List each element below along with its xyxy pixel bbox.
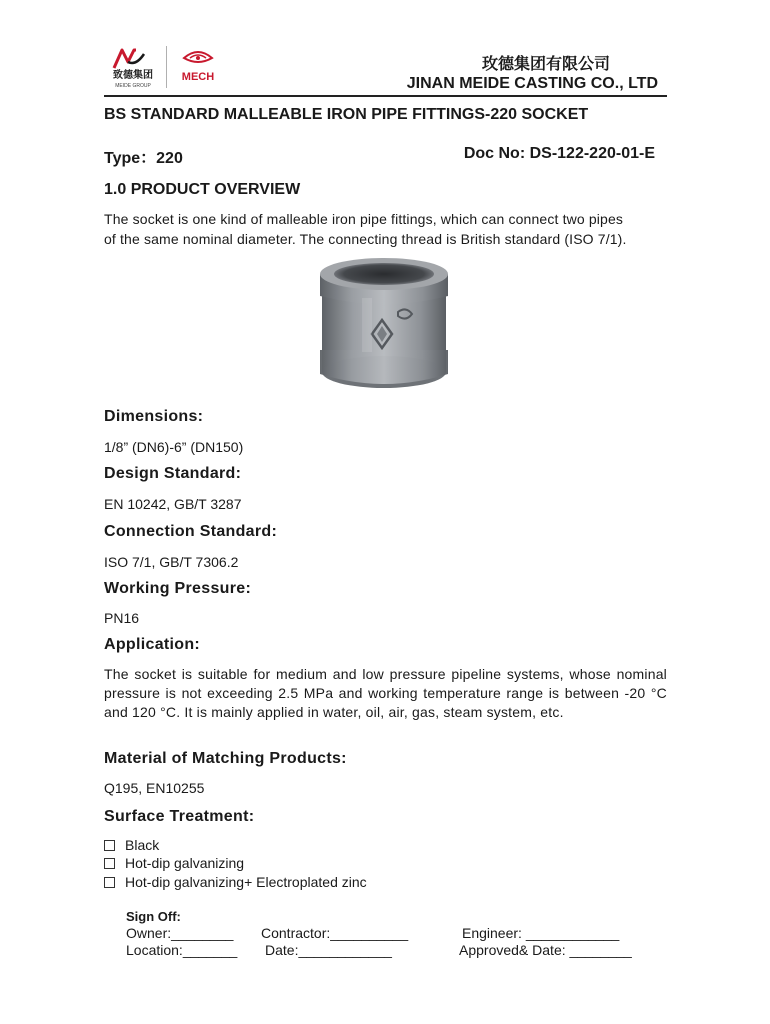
surface-option-hot-dip-zinc[interactable] [104, 874, 367, 890]
mech-logo [172, 44, 224, 90]
company-name-chinese: 玫德集团有限公司 [481, 54, 610, 73]
dimensions-value: 1/8” (DN6)-6” (DN150) [104, 439, 244, 455]
surface-option-label: Hot-dip galvanizing+ Electroplated zinc [125, 874, 367, 890]
surface-option-hot-dip[interactable] [104, 855, 244, 871]
signoff-approved-date: Approved& Date: ________ [459, 942, 632, 958]
material-heading: Material of Matching Products: [104, 750, 347, 767]
design-standard-heading: Design Standard: [104, 465, 242, 482]
signoff-date: Date:____________ [265, 942, 392, 958]
material-value: Q195, EN10255 [104, 780, 205, 796]
signoff-location: Location:_______ [126, 942, 238, 958]
product-type: Type：220 [104, 150, 183, 167]
overview-line-1: The socket is one kind of malleable iron pipe fittings, which can connect two pipes [104, 211, 624, 227]
signoff-owner: Owner:________ [126, 925, 234, 941]
product-overview-text [104, 209, 670, 249]
header-divider [104, 95, 667, 97]
surface-option-label: Black [125, 837, 160, 853]
application-text: The socket is suitable for medium and low pressure pipeline systems, whose nominal pressure is not exceeding 2.5 MPa and working temperature range is between -20 °C and 120 °C. It is mainly applied in water, oil, air, gas, steam system, etc. [104, 666, 667, 720]
document-title: BS STANDARD MALLEABLE IRON PIPE FITTINGS-220 SOCKET [104, 106, 589, 123]
logo-divider [166, 46, 167, 88]
surface-treatment-heading: Surface Treatment: [104, 808, 255, 825]
working-pressure-heading: Working Pressure: [104, 580, 252, 597]
signoff-heading: Sign Off: [126, 909, 181, 924]
svg-text:MECH: MECH [181, 71, 215, 83]
checkbox-icon[interactable] [104, 858, 115, 869]
svg-text:致德集团: 致德集团 [113, 70, 153, 81]
meide-group-logo [106, 44, 160, 90]
product-overview-heading: 1.0 PRODUCT OVERVIEW [104, 181, 301, 198]
design-standard-value: EN 10242, GB/T 3287 [104, 496, 242, 512]
svg-text:MEIDE GROUP: MEIDE GROUP [115, 83, 151, 89]
company-name-english: JINAN MEIDE CASTING CO., LTD [406, 75, 658, 92]
application-heading: Application: [104, 636, 201, 653]
document-number: Doc No: DS-122-220-01-E [463, 145, 655, 162]
checkbox-icon[interactable] [104, 877, 115, 888]
checkbox-icon[interactable] [104, 840, 115, 851]
dimensions-heading: Dimensions: [104, 408, 204, 425]
signoff-engineer: Engineer: ____________ [462, 925, 620, 941]
working-pressure-value: PN16 [104, 610, 140, 626]
surface-option-black[interactable] [104, 837, 159, 853]
overview-line-2: of the same nominal diameter. The connecting thread is British standard (ISO 7/1). [104, 231, 627, 247]
connection-standard-heading: Connection Standard: [104, 523, 278, 540]
product-image-socket [310, 252, 458, 396]
signoff-contractor: Contractor:__________ [261, 925, 409, 941]
connection-standard-value: ISO 7/1, GB/T 7306.2 [104, 554, 239, 570]
surface-option-label: Hot-dip galvanizing [125, 855, 245, 871]
